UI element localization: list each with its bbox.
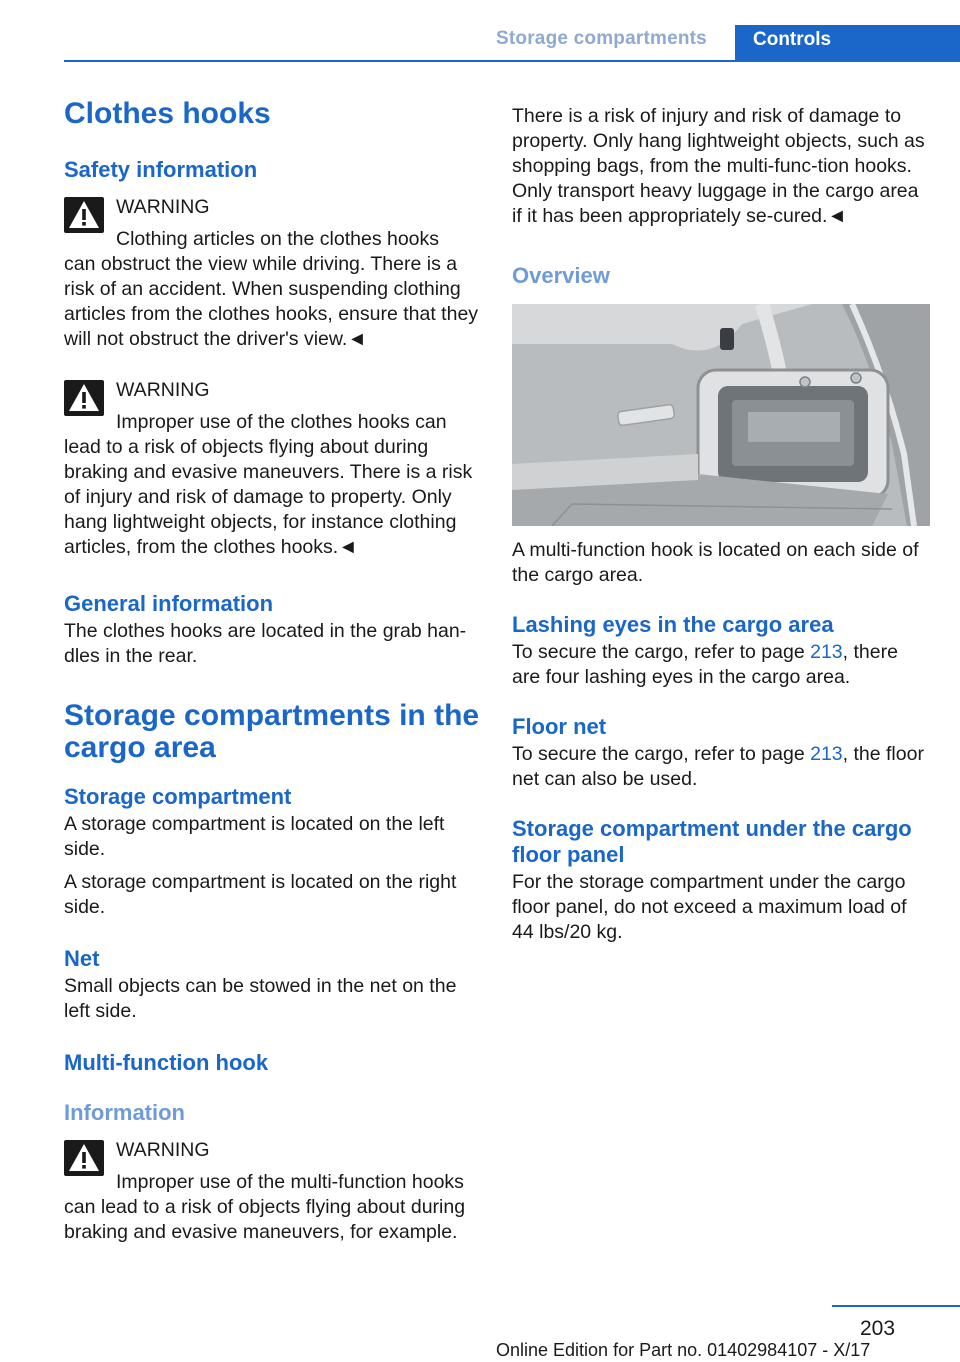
page-header	[0, 0, 960, 62]
footer-rule	[832, 1305, 960, 1307]
cargo-area-photo	[512, 304, 930, 526]
overview-heading: Overview	[512, 263, 610, 288]
information-heading: Information	[64, 1100, 185, 1125]
header-rule	[64, 60, 960, 62]
net-heading: Net	[64, 946, 100, 971]
page-number: 203	[860, 1317, 896, 1340]
lashing-text-part: To secure the cargo, refer to page	[512, 641, 811, 663]
warning-text-first-line: Clothing articles on the clothes hooks	[116, 228, 440, 250]
warning-text: can obstruct the view while driving. There is a risk of an accident. When suspending clothing articles from the clothes hooks, ensure that they will not obstruct the driver's view.◄	[64, 253, 479, 350]
warning-continued-text: There is a risk of injury and risk of damage to property. Only hang lightweight objects, such as shopping bags, from the multi-func-tion hooks. Only transport heavy luggage in the cargo area if it has been appropriately se-cured.◄	[512, 105, 925, 227]
warning-label: WARNING	[116, 379, 210, 401]
clothes-hooks-heading: Clothes hooks	[64, 97, 271, 130]
storage-compartment-heading: Storage compartment	[64, 784, 292, 809]
storage-right-text: A storage compartment is located on the right side.	[64, 871, 457, 918]
warning-label: WARNING	[116, 1139, 210, 1161]
warning-triangle-icon	[64, 380, 104, 416]
floor-net-text	[512, 742, 930, 792]
edition-footer: Online Edition for Part no. 01402984107 - X/17	[496, 1340, 871, 1360]
safety-information-heading: Safety information	[64, 157, 258, 182]
warning-triangle-icon	[64, 1140, 104, 1176]
overview-caption: A multi-function hook is located on each side of the cargo area.	[512, 539, 919, 586]
general-information-heading: General information	[64, 591, 274, 616]
multi-function-hook-heading: Multi-function hook	[64, 1050, 269, 1075]
warning-text-first-line: Improper use of the clothes hooks can	[116, 411, 447, 433]
right-column	[512, 104, 930, 945]
floor-net-heading: Floor net	[512, 714, 607, 739]
warning-text-first-line: Improper use of the multi-function hooks	[116, 1171, 464, 1193]
under-floor-text: For the storage compartment under the cargo floor panel, do not exceed a maximum load of 44 lbs/20 kg.	[512, 871, 907, 943]
lashing-text-part: , there are four lashing eyes in the cargo area.	[512, 641, 898, 688]
warning-block-clothes-misuse	[64, 378, 480, 560]
warning-block-clothes-view	[64, 195, 480, 352]
warning-triangle-icon	[64, 197, 104, 233]
storage-left-text: A storage compartment is located on the left side.	[64, 813, 445, 860]
floor-net-text-part: To secure the cargo, refer to page	[512, 743, 811, 765]
header-section-title: Storage compartments	[496, 28, 707, 49]
general-information-text: The clothes hooks are located in the grab han-dles in the rear.	[64, 620, 467, 667]
lashing-eyes-text	[512, 640, 930, 690]
warning-label: WARNING	[116, 196, 210, 218]
under-floor-heading: Storage compartment under the cargo floor panel	[512, 816, 912, 867]
warning-block-multi-hook	[64, 1138, 480, 1245]
net-text: Small objects can be stowed in the net on the left side.	[64, 975, 457, 1022]
page-link-213[interactable]: 213	[810, 641, 843, 663]
warning-text: can lead to a risk of objects flying about during braking and evasive maneuvers, for example.	[64, 1196, 466, 1243]
left-column	[64, 98, 480, 1245]
warning-text: lead to a risk of objects flying about during braking and evasive maneuvers. There is a risk of injury and risk of damage to property. Only hang lightweight objects, for instance clothing articles, from the clothes hooks.◄	[64, 436, 473, 558]
header-chapter-tab[interactable]: Controls	[735, 25, 960, 61]
storage-cargo-heading: Storage compartments in the cargo area	[64, 699, 480, 764]
floor-net-text-part: , the floor net can also be used.	[512, 743, 924, 790]
lashing-eyes-heading: Lashing eyes in the cargo area	[512, 612, 834, 637]
page-link-213[interactable]: 213	[810, 743, 843, 765]
